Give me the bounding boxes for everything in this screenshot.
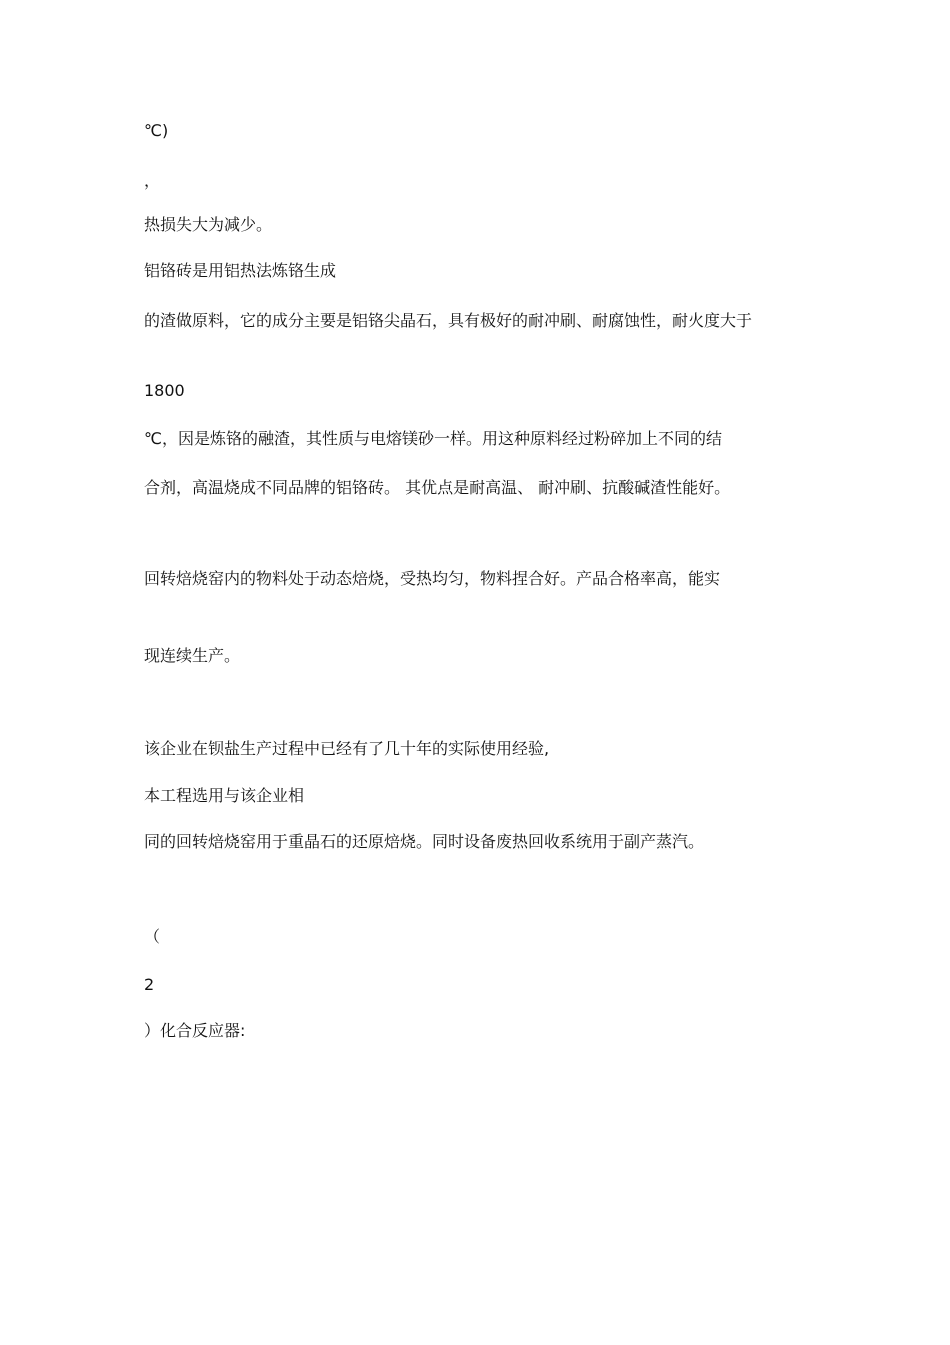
text-line-alcr-brick-intro: 铝铬砖是用铝热法炼铬生成: [144, 261, 337, 280]
text-line-celsius-close: ℃): [144, 121, 169, 140]
text-line-1800: 1800: [144, 381, 185, 400]
text-line-open-paren: （: [144, 927, 161, 946]
text-line-rotary-kiln: 回转焙烧窑内的物料处于动态焙烧，受热均匀，物料捏合好。产品合格率高，能实: [144, 569, 721, 588]
text-line-enterprise-experience: 该企业在钡盐生产过程中已经有了几十年的实际使用经验,: [144, 739, 550, 758]
text-line-section-number: 2: [144, 975, 155, 994]
text-line-alcr-brick-composition: 的渣做原料，它的成分主要是铝铬尖晶石，具有极好的耐冲刷、耐腐蚀性，耐火度大于: [144, 311, 753, 330]
text-line-reduction-roasting: 同的回转焙烧窑用于重晶石的还原焙烧。同时设备废热回收系统用于副产蒸汽。: [144, 832, 705, 851]
text-line-continuous-production: 现连续生产。: [144, 646, 241, 665]
text-line-project-selection: 本工程选用与该企业相: [144, 786, 305, 805]
text-line-heat-loss: 热损失大为减少。: [144, 215, 273, 234]
section-heading-reactor: ）化合反应器:: [144, 1021, 246, 1040]
text-line-advantages: 合剂，高温烧成不同品牌的铝铬砖。 其优点是耐高温、 耐冲刷、抗酸碱渣性能好。: [144, 478, 731, 497]
text-line-comma: ，: [144, 171, 161, 190]
text-line-slag-properties: ℃，因是炼铬的融渣，其性质与电熔镁砂一样。用这种原料经过粉碎加上不同的结: [144, 429, 722, 448]
